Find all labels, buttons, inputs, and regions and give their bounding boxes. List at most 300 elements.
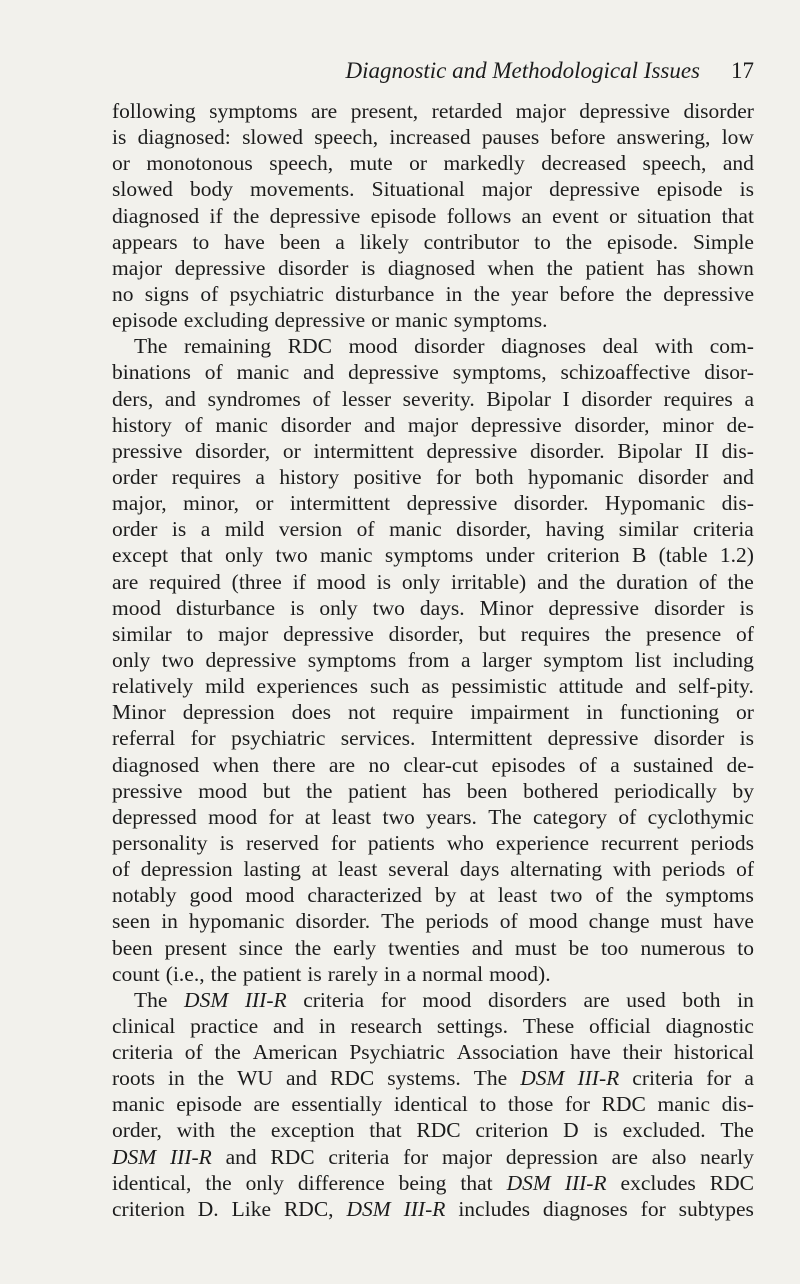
word: version [278,517,343,542]
word: must [660,909,703,934]
word: notably [112,883,177,908]
word: the [205,1170,232,1195]
word: disorder, [388,621,464,646]
word: criterion [475,1118,549,1143]
word: duration [616,569,688,594]
word: or [735,700,754,725]
word: of [736,621,754,646]
word: is [376,569,391,594]
word: com- [709,334,754,359]
word: intermittent [289,491,391,516]
word: official [589,1013,651,1038]
word: criterion [112,1196,185,1221]
word: and [364,412,396,437]
word: RDC [709,1170,754,1195]
word: depressive [406,491,498,516]
word: depressive [274,308,366,333]
word: no [368,752,390,777]
word: disorder. [530,438,605,463]
text-line [112,673,754,699]
word: and [225,1144,257,1169]
word: days. [419,595,465,620]
word: the [210,961,237,986]
word: are [583,987,610,1012]
word: from [407,647,450,672]
word: Like [231,1196,272,1221]
word: symptoms [307,647,397,672]
word: depressive [549,177,640,202]
word: recurrent [601,830,679,855]
word: (i.e., [165,961,205,986]
word: for [190,726,216,751]
word: a [406,961,417,986]
word: normal [422,961,484,986]
word: research [350,1013,423,1038]
word: episode. [606,229,679,254]
word: includes [458,1196,530,1221]
word: major, [112,491,167,516]
word: clinical [112,1013,176,1038]
word: has [656,255,686,280]
word: event [552,203,599,228]
word: several [388,857,450,882]
word: larger [482,647,532,672]
word: the [546,255,573,280]
text-line [112,778,754,804]
word: ders, [112,386,154,411]
word: periods [661,857,726,882]
word: a [200,517,211,542]
word: or [282,438,301,463]
word: hypomanic [188,909,285,934]
word: disorder [414,334,485,359]
word: the [229,1118,257,1143]
word: depressive [426,438,518,463]
text-line [112,98,754,124]
word: settings. [436,1013,508,1038]
text-line [112,255,754,281]
word: pressive [112,778,183,803]
word: no [112,281,134,306]
word: pessimistic [451,674,547,699]
word: de- [726,752,754,777]
word: the [214,1040,241,1065]
word: The [720,1118,754,1143]
word: to [534,229,551,254]
word: depression [140,857,233,882]
word: B [631,543,647,568]
word: of [736,857,754,882]
word: patient [348,778,407,803]
word: Bipolar [486,386,551,411]
word: diagnoses [501,334,586,359]
word: D [563,1118,579,1143]
word: The [134,334,168,359]
italic-word: DSM [346,1196,391,1221]
text-line [112,621,754,647]
word: attitude [558,674,624,699]
word: deal [602,334,639,359]
word: the [727,569,754,594]
word: the [232,203,260,228]
word: of [499,909,518,934]
word: only [401,569,441,594]
word: depressive [205,647,297,672]
word: not [347,700,376,725]
word: mild [224,517,265,542]
word: a [744,386,754,411]
text-line [112,490,754,516]
word: requires [663,386,733,411]
word: and [722,151,754,176]
word: or [409,151,428,176]
word: lesser [342,386,391,411]
word: RDC [601,1092,646,1117]
word: low [721,125,754,150]
word: personality [112,830,208,855]
word: order, [112,1118,162,1143]
word: is [307,961,322,986]
word: symptoms [209,99,298,123]
word: when [212,752,260,777]
word: criterion [546,543,620,568]
word: a [610,752,620,777]
word: requires [520,621,591,646]
word: to [186,621,204,646]
text-line [112,1013,754,1039]
word: difference [297,1170,385,1195]
text-line [112,359,754,385]
word: are [611,1144,638,1169]
word: required [149,569,221,594]
text-line [112,307,754,333]
word: have [713,909,754,934]
word: their [622,1040,663,1065]
word: depressive [579,99,670,123]
word: or [255,491,274,516]
word: symptom [543,647,624,672]
word: for [564,1092,590,1117]
word: the [197,1066,225,1091]
word: has [422,778,452,803]
word: disorder [637,464,709,489]
word: for [640,1196,666,1221]
word: depressive [348,360,439,385]
text-line [112,830,754,856]
word: including [672,647,754,672]
word: depressive [269,203,361,228]
word: only [245,1170,284,1195]
word: with [612,857,652,882]
text-line [112,150,754,176]
word: decreased [541,151,626,176]
word: been [279,229,321,254]
text-line [112,1196,754,1222]
word: alternating [510,857,603,882]
word: contributor [423,229,520,254]
word: historical [673,1040,754,1065]
text-line [112,725,754,751]
word: been [466,778,508,803]
italic-word: III-R [403,1196,446,1221]
word: The [488,804,522,829]
text-line [112,1117,754,1143]
word: is [171,517,187,542]
word: depressed [112,804,197,829]
word: good [189,883,233,908]
text-line [112,752,754,778]
word: shown [697,255,754,280]
text-line [112,386,754,412]
word: mood [198,778,248,803]
italic-word: DSM [184,987,229,1012]
word: disorder, [456,517,532,542]
word: manic [320,543,373,568]
word: episode [656,177,723,202]
word: the [306,778,333,803]
word: subtypes [678,1196,754,1221]
word: that [460,1170,493,1195]
word: symptoms [665,883,754,908]
word: diagnosed: [137,125,231,150]
word: years. [426,804,477,829]
word: require [392,700,454,725]
word: since [238,935,283,960]
word: monotonous [146,151,253,176]
word: similar [112,621,172,646]
word: dis- [721,438,754,463]
word: disorder [581,386,652,411]
word: to [479,1092,497,1117]
word: increased [389,125,471,150]
word: and [722,464,754,489]
word: referral [112,726,176,751]
word: twenties [388,935,460,960]
word: situation [637,203,712,228]
word: positive [353,464,422,489]
text-line [112,281,754,307]
word: the [579,569,606,594]
word: at [311,857,328,882]
word: periods [690,830,754,855]
word: for [330,830,356,855]
word: under [485,543,535,568]
word: binations [112,360,191,385]
page-number: 17 [731,58,754,83]
word: and [635,674,667,699]
word: depressive [663,281,754,306]
word: disorder [280,412,352,437]
word: episodes [491,752,566,777]
word: at [469,883,485,908]
word: severity. [402,386,475,411]
word: with [654,334,694,359]
word: disorders [488,987,567,1012]
word: for [435,464,462,489]
text-line [112,412,754,438]
word: criteria [303,987,365,1012]
word: least [331,804,372,829]
word: diagnosed [387,255,476,280]
text-line [112,961,754,987]
word: major [218,621,269,646]
word: Minor [479,595,534,620]
word: slowed [112,177,173,202]
word: systems. [387,1066,461,1091]
word: two [372,595,405,620]
italic-word: III-R [577,1066,620,1091]
word: disorder [277,255,349,280]
word: to [192,229,210,254]
word: by [732,778,754,803]
word: similar [618,517,679,542]
word: RDC, [283,1196,334,1221]
word: who [446,830,484,855]
word: criteria [692,517,754,542]
word: that [369,1118,402,1143]
word: Association [456,1040,559,1065]
italic-word: DSM [112,1144,157,1169]
word: and [164,386,196,411]
word: in [383,961,401,986]
word: list [634,647,662,672]
word: diagnosed [112,752,200,777]
text-line [112,438,754,464]
word: mood [348,334,398,359]
body-text [112,98,754,1222]
word: RDC [270,1144,315,1169]
text-line [112,647,754,673]
word: of [184,412,203,437]
italic-word: III-R [169,1144,212,1169]
word: being [398,1170,447,1195]
word: major [441,1144,493,1169]
word: disorder. [295,909,371,934]
word: mood [422,987,472,1012]
word: at [304,804,321,829]
word: 1.2) [719,543,754,568]
word: major [481,177,532,202]
word: are [112,569,139,594]
word: essentially [291,1092,383,1117]
text-line [112,203,754,229]
word: disturbance [175,595,276,620]
word: of [184,1040,203,1065]
word: mood [208,804,258,829]
text-line [112,1039,754,1065]
word: or [609,203,627,228]
word: disorder [653,726,725,751]
word: are [328,752,356,777]
word: manic [236,360,290,385]
italic-word: III-R [244,987,287,1012]
word: Minor [112,700,166,725]
word: clear-cut [403,752,479,777]
running-head [112,56,754,86]
word: for [268,804,294,829]
word: body [189,177,233,202]
word: and [537,569,569,594]
word: manic [395,308,448,333]
word: mood [245,883,295,908]
word: least [338,857,378,882]
text-line [112,1170,754,1196]
word: in [737,987,754,1012]
word: likely [359,229,409,254]
word: experience [495,830,589,855]
word: manic [657,1092,711,1117]
word: requires [171,464,242,489]
word: in [445,281,463,306]
word: identical, [112,1170,192,1195]
word: history [112,412,172,437]
word: Hypomanic [604,491,706,516]
word: D. [197,1196,219,1221]
word: is [112,125,127,150]
word: follows [446,203,512,228]
text-line [112,882,754,908]
word: answering, [616,125,711,150]
word: of [578,752,597,777]
word: irritable) [450,569,527,594]
word: in [168,1066,185,1091]
text-line [112,595,754,621]
word: having [545,517,605,542]
text-line [112,699,754,725]
word: have [224,229,265,254]
word: mild [205,674,245,699]
word: disturbance [335,281,435,306]
word: practice [190,1013,259,1038]
word: of [112,857,130,882]
word: of [595,883,614,908]
word: both [475,464,514,489]
word: order [112,464,158,489]
word: category [532,804,607,829]
word: in [318,1013,336,1038]
word: nearly [700,1144,754,1169]
word: following [112,99,196,123]
word: such [369,674,410,699]
word: (table [658,543,708,568]
word: major [515,99,566,123]
word: sustained [633,752,714,777]
word: order [112,517,158,542]
word: movements. [250,177,355,202]
word: II [694,438,709,463]
word: also [651,1144,687,1169]
text-line [112,569,754,595]
word: presence [645,621,722,646]
word: disorder [683,99,754,123]
word: Intermittent [430,726,533,751]
word: the [294,935,322,960]
word: be [568,935,589,960]
word: present, [350,99,419,123]
word: The [473,1066,508,1091]
word: manic [215,412,268,437]
word: is [360,255,376,280]
word: periods [425,909,489,934]
word: those [507,1092,554,1117]
word: to [737,935,754,960]
word: I [562,386,570,411]
word: appears [112,229,178,254]
word: least [497,883,538,908]
word: before [550,125,606,150]
word: early [333,935,377,960]
word: that [180,543,213,568]
